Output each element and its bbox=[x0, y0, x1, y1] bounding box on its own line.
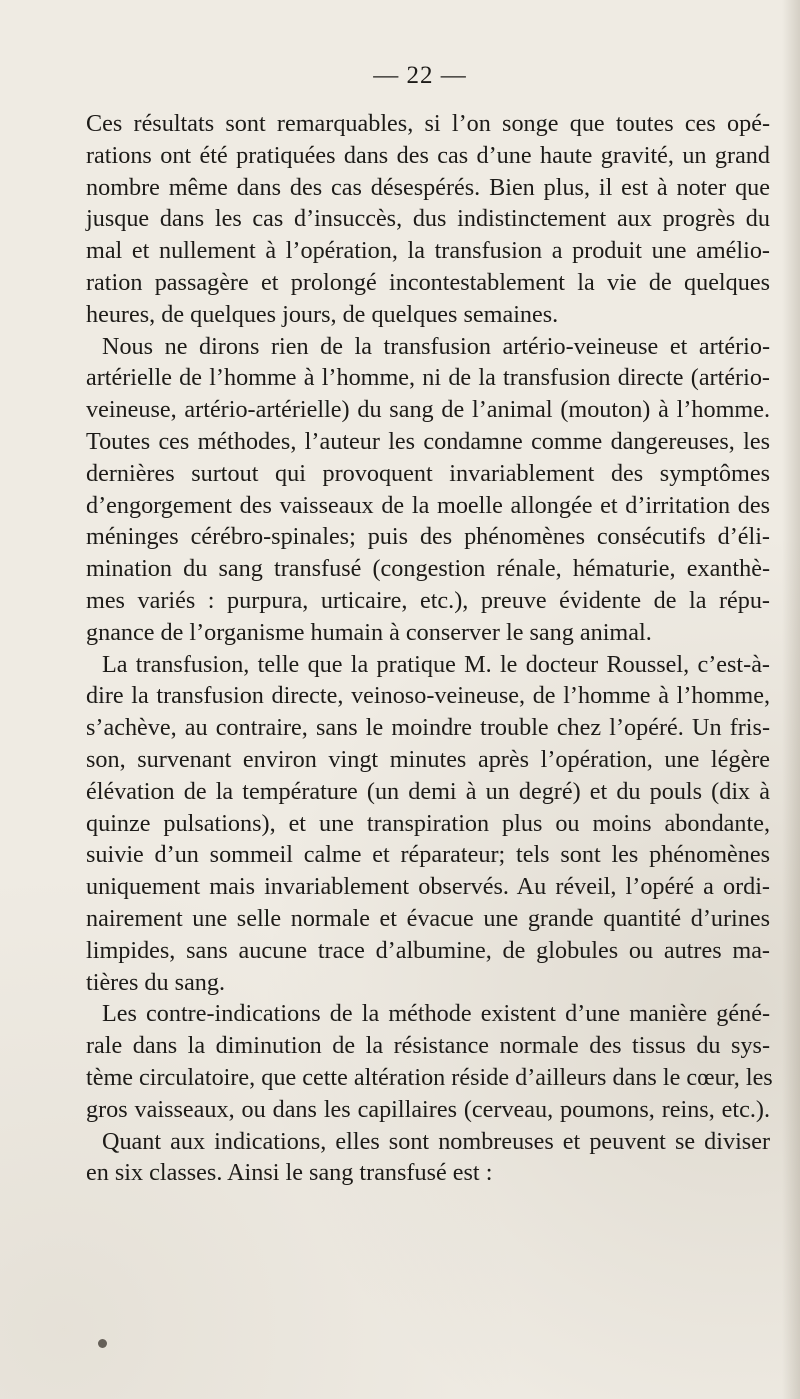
text-line: tières du sang. bbox=[86, 968, 226, 996]
text-line: Quant aux indications, elles sont nombreuses et peuvent se diviser bbox=[102, 1127, 770, 1155]
text-line: heures, de quelques jours, de quelques semaines. bbox=[86, 300, 559, 328]
text-line: La transfusion, telle que la pratique M. le docteur Roussel, c’est-à- bbox=[102, 650, 770, 678]
text-line: gnance de l’organisme humain à conserver le sang animal. bbox=[86, 618, 652, 646]
text-line: limpides, sans aucune trace d’albumine, de globules ou autres ma- bbox=[86, 936, 770, 964]
text-line: en six classes. Ainsi le sang transfusé est : bbox=[86, 1159, 493, 1187]
text-line: rale dans la diminution de la résistance normale des tissus du sys- bbox=[86, 1032, 770, 1060]
text-line: nombre même dans des cas désespérés. Bien plus, il est à noter que bbox=[86, 173, 770, 201]
text-line: Ces résultats sont remarquables, si l’on songe que toutes ces opé- bbox=[86, 110, 770, 137]
text-line: Nous ne dirons rien de la transfusion artério-veineuse et artério- bbox=[102, 332, 770, 360]
text-line: ration passagère et prolongé incontestablement la vie de quelques bbox=[86, 268, 770, 296]
ink-speck bbox=[98, 1339, 107, 1348]
text-line: mination du sang transfusé (congestion rénale, hématurie, exanthè- bbox=[86, 555, 770, 583]
body-text bbox=[86, 108, 773, 1189]
text-line: veineuse, artério-artérielle) du sang de l’animal (mouton) à l’homme. bbox=[86, 396, 770, 424]
text-line: Les contre-indications de la méthode existent d’une manière géné- bbox=[102, 1000, 770, 1028]
text-line: nairement une selle normale et évacue une grande quantité d’urines bbox=[86, 904, 770, 932]
page-edge-shadow bbox=[782, 0, 800, 1399]
text-line: méninges cérébro-spinales; puis des phénomènes consécutifs d’éli- bbox=[86, 523, 770, 551]
text-line: rations ont été pratiquées dans des cas d’une haute gravité, un grand bbox=[86, 141, 770, 169]
text-line: tème circulatoire, que cette altération réside d’ailleurs dans le cœur, les bbox=[86, 1063, 773, 1091]
text-line: artérielle de l’homme à l’homme, ni de la transfusion directe (artério- bbox=[86, 364, 770, 392]
text-line: d’engorgement des vaisseaux de la moelle allongée et d’irritation des bbox=[86, 491, 770, 519]
text-line: jusque dans les cas d’insuccès, dus indistinctement aux progrès du bbox=[86, 205, 770, 233]
text-line: son, survenant environ vingt minutes après l’opération, une légère bbox=[86, 745, 770, 773]
text-line: élévation de la température (un demi à un degré) et du pouls (dix à bbox=[86, 777, 770, 805]
text-line: mal et nullement à l’opération, la transfusion a produit une amélio- bbox=[86, 237, 770, 265]
text-line: suivie d’un sommeil calme et réparateur; tels sont les phénomènes bbox=[86, 841, 770, 869]
text-line: Toutes ces méthodes, l’auteur les condamne comme dangereuses, les bbox=[86, 427, 770, 455]
page-number: — 22 — bbox=[373, 62, 467, 89]
text-line: mes variés : purpura, urticaire, etc.), preuve évidente de la répu- bbox=[86, 586, 770, 614]
text-line: quinze pulsations), et une transpiration plus ou moins abondante, bbox=[86, 809, 770, 837]
text-line: s’achève, au contraire, sans le moindre trouble chez l’opéré. Un fris- bbox=[86, 714, 770, 742]
text-line: gros vaisseaux, ou dans les capillaires (cerveau, poumons, reins, etc.). bbox=[86, 1095, 770, 1123]
text-line: dire la transfusion directe, veinoso-veineuse, de l’homme à l’homme, bbox=[86, 682, 770, 710]
text-line: dernières surtout qui provoquent invariablement des symptômes bbox=[86, 459, 770, 487]
text-line: uniquement mais invariablement observés. Au réveil, l’opéré a ordi- bbox=[86, 873, 770, 901]
